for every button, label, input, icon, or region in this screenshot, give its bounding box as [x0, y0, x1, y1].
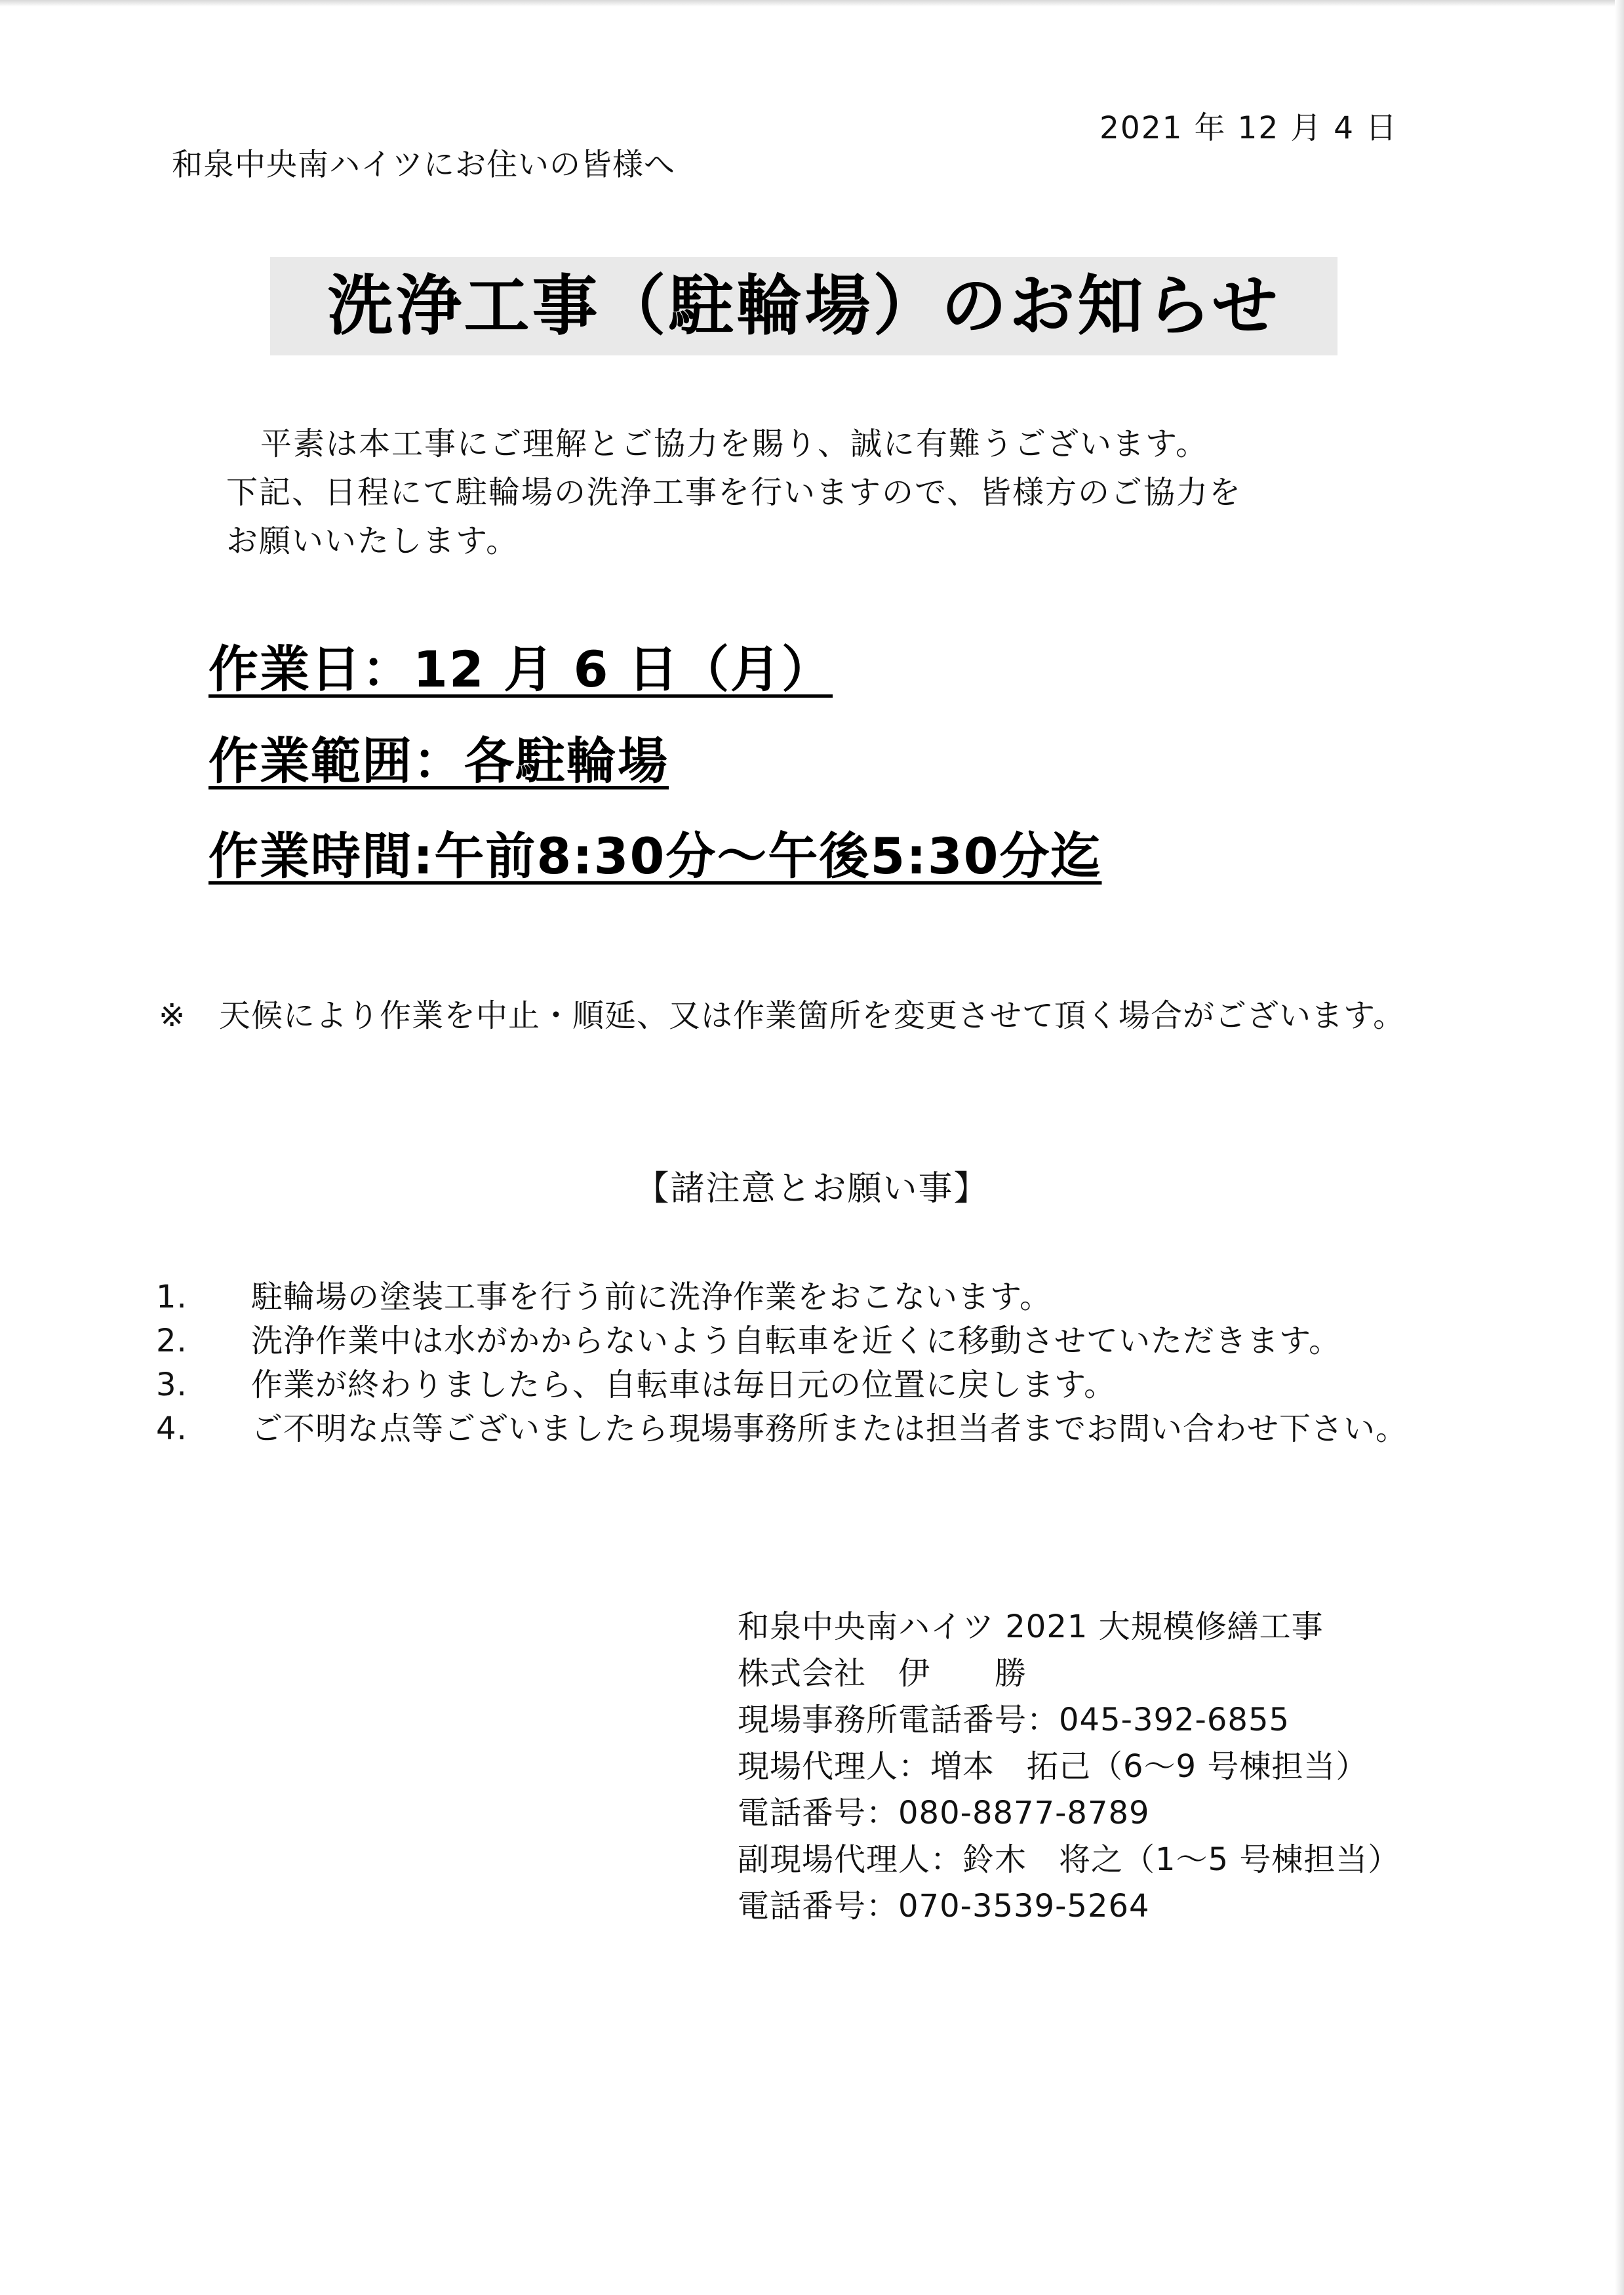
office-phone: 現場事務所電話番号：045-392-6855 — [738, 1702, 1290, 1738]
list-item-text: 駐輪場の塗装工事を行う前に洗浄作業をおこないます。 — [251, 1279, 1052, 1315]
site-agent-phone: 電話番号：080-8877-8789 — [738, 1795, 1150, 1831]
list-item-number: 3. — [156, 1367, 188, 1403]
scan-edge-right — [1615, 0, 1624, 2295]
list-item-number: 2. — [156, 1323, 188, 1359]
reference-mark-icon: ※ — [159, 997, 186, 1034]
list-item-text: ご不明な点等ございましたら現場事務所または担当者までお問い合わせ下さい。 — [251, 1410, 1408, 1447]
scan-edge-top — [0, 0, 1624, 7]
notice-title: 洗浄工事（駐輪場）のお知らせ — [327, 268, 1280, 344]
intro-line: お願いいたします。 — [226, 523, 519, 559]
list-item-text: 作業が終わりましたら、自転車は毎日元の位置に戻します。 — [251, 1367, 1117, 1403]
list-item — [156, 1407, 1408, 1451]
section-heading: 【諸注意とお願い事】 — [635, 1169, 989, 1208]
list-item — [156, 1275, 1408, 1319]
list-item — [156, 1363, 1408, 1407]
weather-note-text: 天候により作業を中止・順延、又は作業箇所を変更させて頂く場合がございます。 — [219, 997, 1406, 1034]
company-name: 株式会社 伊 勝 — [738, 1655, 1027, 1692]
notice-date: 2021 年 12 月 4 日 — [1099, 110, 1398, 146]
intro-line: 平素は本工事にご理解とご協力を賜り、誠に有難うございます。 — [260, 426, 1209, 462]
intro-line: 下記、日程にて駐輪場の洗浄工事を行いますので、皆様方のご協力を — [226, 474, 1242, 511]
recipient-line: 和泉中央南ハイツにお住いの皆様へ — [172, 147, 675, 183]
sub-site-agent-phone: 電話番号：070-3539-5264 — [738, 1888, 1150, 1925]
weather-note — [159, 990, 1405, 1035]
work-scope: 作業範囲：各駐輪場 — [208, 732, 669, 790]
sub-site-agent: 副現場代理人：鈴木 将之（1～5 号棟担当） — [738, 1841, 1400, 1878]
list-item-text: 洗浄作業中は水がかからないよう自転車を近くに移動させていただきます。 — [251, 1323, 1341, 1359]
list-item-number: 1. — [156, 1279, 188, 1315]
work-time: 作業時間:午前8:30分～午後5:30分迄 — [208, 827, 1102, 885]
work-date: 作業日：12 月 6 日（月） — [208, 640, 833, 698]
contact-block — [738, 1604, 1400, 1930]
rules-list — [156, 1275, 1408, 1451]
intro-paragraph — [226, 420, 1242, 565]
project-name: 和泉中央南ハイツ 2021 大規模修繕工事 — [738, 1608, 1324, 1645]
site-agent: 現場代理人：増本 拓己（6～9 号棟担当） — [738, 1748, 1368, 1785]
list-item — [156, 1319, 1408, 1363]
list-item-number: 4. — [156, 1410, 188, 1447]
